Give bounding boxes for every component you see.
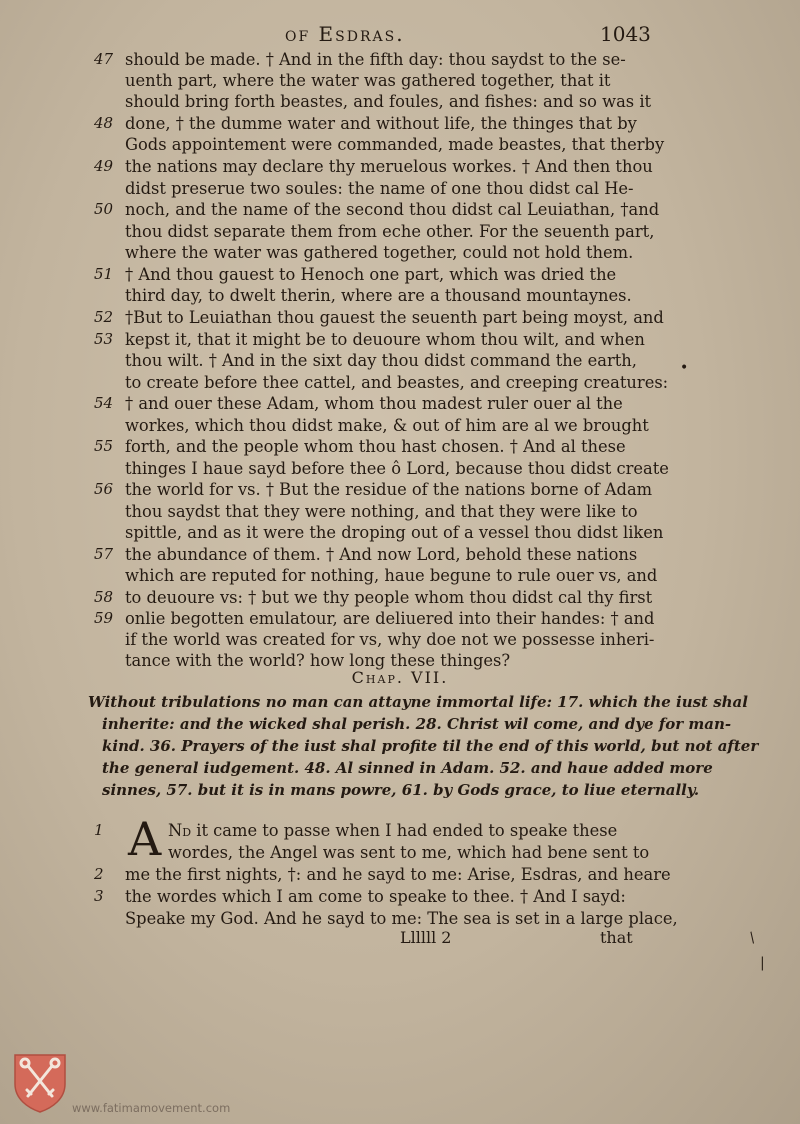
text-line: Speake my God. And he sayd to me: The sea is set in a large place, bbox=[125, 909, 678, 928]
text-line: thou saydst that they were nothing, and that they were like to bbox=[125, 502, 638, 521]
text-line: thinges I haue sayd before thee ô Lord, because thou didst create bbox=[125, 459, 669, 478]
text-line bbox=[168, 820, 648, 841]
watermark-url: www.fatimamovement.com bbox=[72, 1101, 231, 1115]
text-line: noch, and the name of the second thou didst cal Leuiathan, †and bbox=[125, 200, 660, 219]
text-line: Gods appointement were commanded, made beastes, that therby bbox=[125, 135, 665, 154]
verse-number: 58 bbox=[94, 588, 114, 606]
text-line: which are reputed for nothing, haue begune to rule ouer vs, and bbox=[125, 566, 658, 585]
page-number: 1043 bbox=[600, 22, 651, 46]
text-line: if the world was created for vs, why doe not we possesse inheri- bbox=[125, 630, 655, 649]
papal-keys-emblem-icon bbox=[12, 1052, 68, 1114]
argument-line: kind. 36. Prayers of the iust shal profite til the end of this world, but not after bbox=[102, 737, 759, 755]
text-line: uenth part, where the water was gathered together, that it bbox=[125, 71, 611, 90]
argument-line: inherite: and the wicked shal perish. 28. Christ wil come, and dye for man- bbox=[102, 715, 732, 733]
page-header bbox=[0, 22, 800, 48]
verse-number: 55 bbox=[94, 437, 114, 455]
verse-number: 1 bbox=[94, 821, 104, 839]
running-title: of Esdras. bbox=[285, 22, 405, 46]
verse-number: 3 bbox=[94, 887, 104, 905]
opening-small-caps: Nd bbox=[168, 821, 192, 840]
margin-stroke: | bbox=[760, 955, 765, 971]
catchword: that bbox=[600, 928, 633, 947]
text-line: the world for vs. † But the residue of the nations borne of Adam bbox=[125, 480, 653, 499]
argument-line: Without tribulations no man can attayne immortal life: 17. which the iust shal bbox=[88, 693, 748, 711]
verse-number: 49 bbox=[94, 157, 114, 175]
verse-number: 57 bbox=[94, 545, 114, 563]
text-line: kepst it, that it might be to deuoure whom thou wilt, and when bbox=[125, 330, 645, 349]
text-line: tance with the world? how long these thinges? bbox=[125, 651, 511, 670]
argument-line: the general iudgement. 48. Al sinned in Adam. 52. and haue added more bbox=[102, 759, 713, 777]
text-line: third day, to dwelt therin, where are a thousand mountaynes. bbox=[125, 286, 632, 305]
signature-mark: Llllll 2 bbox=[400, 928, 452, 947]
opening-line-text: it came to passe when I had ended to speake these bbox=[191, 821, 618, 840]
text-line: onlie begotten emulatour, are deliuered into their handes: † and bbox=[125, 609, 655, 628]
text-line: workes, which thou didst make, & out of him are al we brought bbox=[125, 416, 649, 435]
text-line: didst preserue two soules: the name of one thou didst cal He- bbox=[125, 179, 634, 198]
text-line: wordes, the Angel was sent to me, which had bene sent to bbox=[168, 843, 650, 862]
text-line: to create before thee cattel, and beastes, and creeping creatures: bbox=[125, 373, 669, 392]
margin-stroke: / bbox=[746, 929, 759, 947]
margin-dot: • bbox=[680, 360, 689, 376]
verse-number: 51 bbox=[94, 265, 114, 283]
argument-line: sinnes, 57. but it is in mans powre, 61. by Gods grace, to liue eternally. bbox=[102, 781, 700, 799]
text-line: the nations may declare thy meruelous workes. † And then thou bbox=[125, 157, 653, 176]
text-line: done, † the dumme water and without life, the thinges that by bbox=[125, 114, 637, 133]
text-line: should be made. † And in the fifth day: thou saydst to the se- bbox=[125, 50, 626, 69]
verse-number: 50 bbox=[94, 200, 114, 218]
text-line: † and ouer these Adam, whom thou madest ruler ouer al the bbox=[125, 394, 623, 413]
text-line: to deuoure vs: † but we thy people whom thou didst cal thy first bbox=[125, 588, 653, 607]
text-line: should bring forth beastes, and foules, and fishes: and so was it bbox=[125, 92, 652, 111]
text-line: †But to Leuiathan thou gauest the seuenth part being moyst, and bbox=[125, 308, 664, 327]
text-line: spittle, and as it were the droping out of a vessel thou didst liken bbox=[125, 523, 664, 542]
chapter-heading: Chap. VII. bbox=[351, 668, 449, 687]
verse-number: 48 bbox=[94, 114, 114, 132]
text-line: the wordes which I am come to speake to thee. † And I sayd: bbox=[125, 887, 626, 906]
text-line: thou didst separate them from eche other. For the seuenth part, bbox=[125, 222, 655, 241]
text-line: the abundance of them. † And now Lord, behold these nations bbox=[125, 545, 638, 564]
verse-number: 2 bbox=[94, 865, 104, 883]
text-line: forth, and the people whom thou hast chosen. † And al these bbox=[125, 437, 626, 456]
verse-number: 54 bbox=[94, 394, 114, 412]
text-line: me the first nights, †: and he sayd to me: Arise, Esdras, and heare bbox=[125, 865, 671, 884]
drop-cap-initial: A bbox=[128, 812, 162, 866]
text-line: thou wilt. † And in the sixt day thou didst command the earth, bbox=[125, 351, 637, 370]
text-line: † And thou gauest to Henoch one part, which was dried the bbox=[125, 265, 617, 284]
verse-number: 47 bbox=[94, 50, 114, 68]
verse-number: 53 bbox=[94, 330, 114, 348]
verse-number: 59 bbox=[94, 609, 114, 627]
text-line: where the water was gathered together, could not hold them. bbox=[125, 243, 634, 262]
verse-number: 52 bbox=[94, 308, 114, 326]
verse-number: 56 bbox=[94, 480, 114, 498]
